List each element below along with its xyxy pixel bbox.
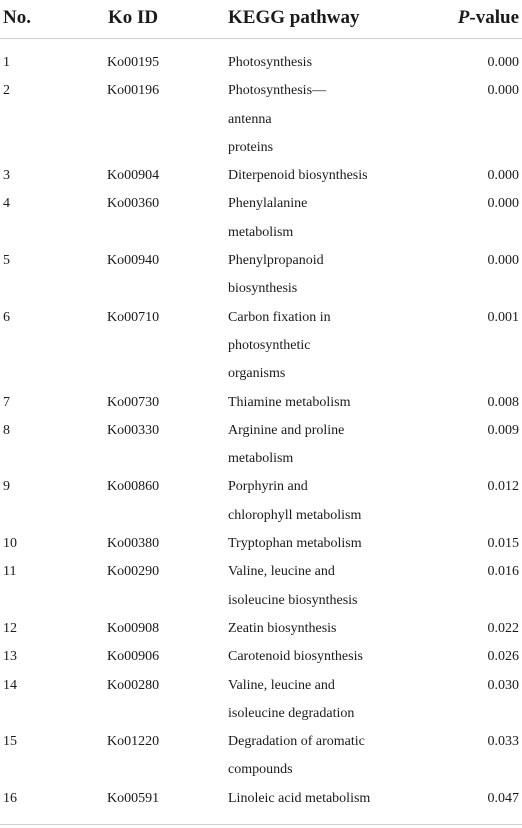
table-row <box>0 672 522 729</box>
cell-ko-id: Ko01220 <box>107 734 160 750</box>
cell-kegg-pathway <box>228 530 446 558</box>
cell-kegg-pathway <box>228 77 446 162</box>
pathway-line: proteins <box>228 139 274 155</box>
cell-no: 14 <box>3 677 17 693</box>
cell-no: 2 <box>3 83 10 99</box>
cell-ko-id: Ko00940 <box>107 253 160 269</box>
header-no: No. <box>3 7 31 28</box>
p-value-italic: P <box>457 7 470 28</box>
cell-ko-id: Ko00710 <box>107 309 160 325</box>
table-row <box>0 473 522 530</box>
cell-kegg-pathway <box>228 615 446 643</box>
cell-ko-id: Ko00906 <box>107 649 160 665</box>
pathway-line: Thiamine metabolism <box>228 394 351 410</box>
cell-ko-id: Ko00330 <box>107 422 160 438</box>
pathway-line: isoleucine biosynthesis <box>228 592 358 608</box>
pathway-line: Photosynthesis— <box>228 83 327 99</box>
cell-p-value: 0.000 <box>487 55 519 70</box>
cell-ko-id: Ko00360 <box>107 196 160 212</box>
table-row <box>0 728 522 785</box>
pathway-line: metabolism <box>228 451 294 467</box>
cell-no: 7 <box>3 394 10 410</box>
pathway-line: Degradation of aromatic <box>228 734 365 750</box>
cell-no: 5 <box>3 253 10 269</box>
table-row <box>0 615 522 643</box>
pathway-line: organisms <box>228 366 286 382</box>
pathway-line: Diterpenoid biosynthesis <box>228 168 368 184</box>
table-header <box>0 0 522 39</box>
cell-no: 10 <box>3 536 17 552</box>
pathway-line: Valine, leucine and <box>228 677 335 693</box>
cell-ko-id: Ko00860 <box>107 479 160 495</box>
pathway-line: photosynthetic <box>228 337 311 353</box>
cell-no: 6 <box>3 309 10 325</box>
pathway-line: Phenylpropanoid <box>228 253 324 269</box>
cell-no: 1 <box>3 55 10 70</box>
table-row <box>0 417 522 474</box>
cell-ko-id: Ko00380 <box>107 536 160 552</box>
cell-ko-id: Ko00904 <box>107 168 160 184</box>
cell-kegg-pathway <box>228 473 446 530</box>
pathway-line: Carbon fixation in <box>228 309 331 325</box>
cell-p-value: 0.030 <box>487 677 519 693</box>
cell-no: 11 <box>3 564 17 580</box>
cell-ko-id: Ko00908 <box>107 620 160 636</box>
cell-no: 13 <box>3 649 17 665</box>
cell-kegg-pathway <box>228 672 446 729</box>
table-row <box>0 190 522 247</box>
cell-kegg-pathway <box>228 643 446 671</box>
table-row <box>0 247 522 304</box>
cell-p-value: 0.047 <box>487 790 519 806</box>
header-p-value <box>446 7 522 38</box>
table-row <box>0 162 522 190</box>
cell-kegg-pathway <box>228 558 446 615</box>
pathway-line: compounds <box>228 762 293 778</box>
header-kegg-pathway: KEGG pathway <box>228 7 360 28</box>
cell-p-value: 0.016 <box>487 564 519 580</box>
table-bottom-rule <box>0 824 522 825</box>
table-row <box>0 389 522 417</box>
cell-p-value: 0.001 <box>487 309 519 325</box>
pathway-line: isoleucine degradation <box>228 705 355 721</box>
cell-kegg-pathway <box>228 785 446 813</box>
pathway-line: metabolism <box>228 224 294 240</box>
pathway-line: Porphyrin and <box>228 479 308 495</box>
pathway-line: Valine, leucine and <box>228 564 335 580</box>
cell-no: 16 <box>3 790 17 806</box>
cell-p-value: 0.009 <box>487 422 519 438</box>
cell-p-value: 0.000 <box>487 253 519 269</box>
table-body <box>0 39 522 813</box>
pathway-line: Tryptophan metabolism <box>228 536 362 552</box>
cell-no: 15 <box>3 734 17 750</box>
pathway-line: Phenylalanine <box>228 196 308 212</box>
cell-p-value: 0.022 <box>487 620 519 636</box>
cell-kegg-pathway <box>228 49 446 77</box>
table-row <box>0 304 522 389</box>
cell-p-value: 0.026 <box>487 649 519 665</box>
cell-kegg-pathway <box>228 728 446 785</box>
header-ko-id: Ko ID <box>108 7 159 28</box>
cell-kegg-pathway <box>228 190 446 247</box>
p-value-suffix: -value <box>469 7 519 28</box>
cell-ko-id: Ko00290 <box>107 564 160 580</box>
table-row <box>0 530 522 558</box>
table-row <box>0 49 522 77</box>
cell-ko-id: Ko00195 <box>107 55 160 70</box>
cell-no: 8 <box>3 422 10 438</box>
table-row <box>0 643 522 671</box>
cell-p-value: 0.012 <box>487 479 519 495</box>
cell-ko-id: Ko00730 <box>107 394 160 410</box>
cell-kegg-pathway <box>228 417 446 474</box>
cell-ko-id: Ko00591 <box>107 790 160 806</box>
cell-p-value: 0.000 <box>487 196 519 212</box>
pathway-line: Carotenoid biosynthesis <box>228 649 363 665</box>
pathway-line: Arginine and proline <box>228 422 345 438</box>
cell-kegg-pathway <box>228 304 446 389</box>
cell-no: 3 <box>3 168 10 184</box>
pathway-line: Zeatin biosynthesis <box>228 620 337 636</box>
cell-kegg-pathway <box>228 162 446 190</box>
table-row <box>0 785 522 813</box>
cell-kegg-pathway <box>228 247 446 304</box>
cell-p-value: 0.000 <box>487 83 519 99</box>
cell-p-value: 0.015 <box>487 536 519 552</box>
cell-no: 4 <box>3 196 10 212</box>
pathway-line: Photosynthesis <box>228 55 313 70</box>
pathway-line: antenna <box>228 111 272 127</box>
cell-no: 9 <box>3 479 10 495</box>
cell-p-value: 0.000 <box>487 168 519 184</box>
pathway-line: chlorophyll metabolism <box>228 507 362 523</box>
table-row <box>0 558 522 615</box>
cell-kegg-pathway <box>228 389 446 417</box>
pathway-line: Linoleic acid metabolism <box>228 790 371 806</box>
cell-p-value: 0.033 <box>487 734 519 750</box>
cell-no: 12 <box>3 620 17 636</box>
pathway-line: biosynthesis <box>228 281 298 297</box>
table-row <box>0 77 522 162</box>
cell-p-value: 0.008 <box>487 394 519 410</box>
cell-ko-id: Ko00196 <box>107 83 160 99</box>
cell-ko-id: Ko00280 <box>107 677 160 693</box>
